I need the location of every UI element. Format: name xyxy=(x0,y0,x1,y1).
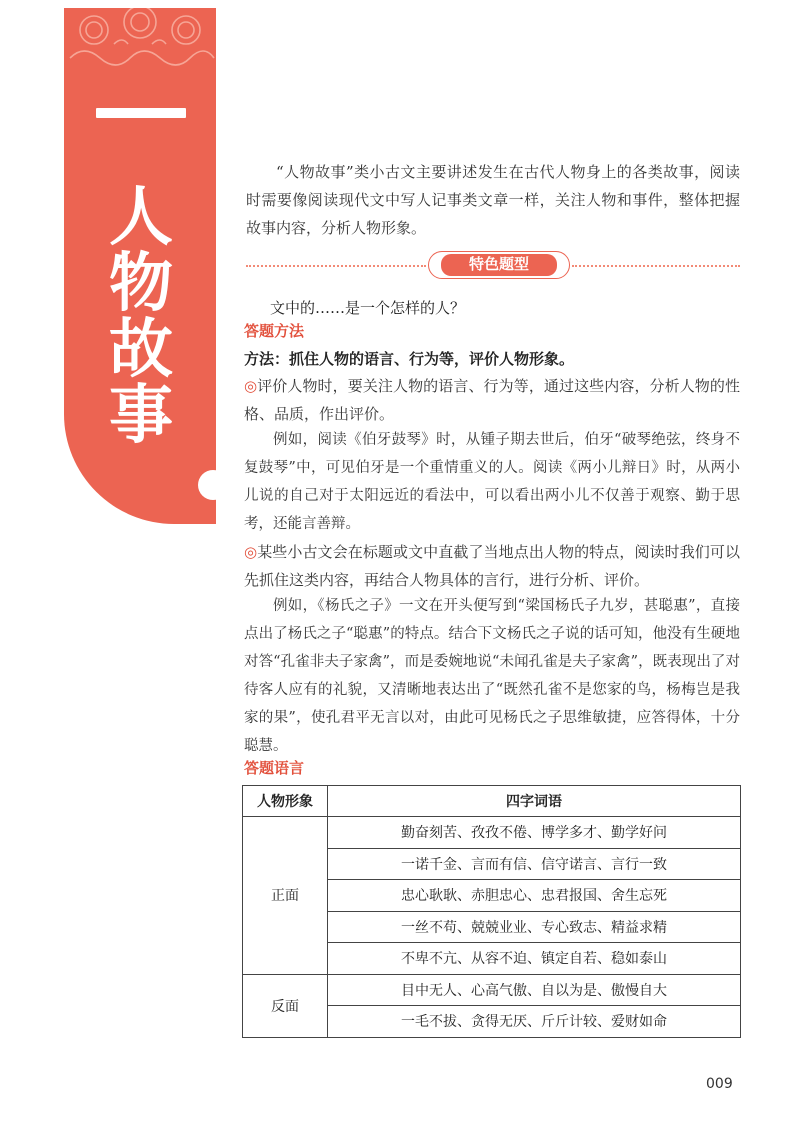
table-cell: 不卑不亢、从容不迫、镇定自若、稳如泰山 xyxy=(328,943,741,975)
table-cell: 一毛不拔、贪得无厌、斤斤计较、爱财如命 xyxy=(328,1006,741,1038)
chapter-title xyxy=(96,181,186,453)
chapter-title-char: 事 xyxy=(109,379,173,453)
category-cell: 正面 xyxy=(243,817,328,975)
table-cell: 勤奋刻苦、孜孜不倦、博学多才、勤学好问 xyxy=(328,817,741,849)
table-header-row xyxy=(243,786,741,817)
section-pill-label: 特色题型 xyxy=(441,254,557,276)
dotted-divider-left xyxy=(246,265,426,267)
cloud-pattern-ornament xyxy=(64,8,216,78)
table-cell: 忠心耿耿、赤胆忠心、忠君报国、舍生忘死 xyxy=(328,880,741,912)
intro-paragraph: “人物故事”类小古文主要讲述发生在古代人物身上的各类故事，阅读时需要像阅读现代文中写人记事类文章一样，关注人物和事件，整体把握故事内容，分析人物形象。 xyxy=(246,163,740,237)
bullet-paragraph-2 xyxy=(244,538,740,594)
method-heading: 答题方法 xyxy=(244,322,305,340)
table-row xyxy=(243,974,741,1006)
chapter-number xyxy=(96,108,186,118)
example-paragraph-2: 例如，《杨氏之子》一文在开头便写到“梁国杨氏子九岁，甚聪惠”，直接点出了杨氏之子“聪惠”的特点。结合下文杨氏之子说的话可知，他没有生硬地对答“孔雀非夫子家禽”，而是委婉地说“未闻孔雀是夫子家禽”，既表现出了对待客人应有的礼貌，又清晰地表达出了“既然孔雀不是您家的鸟，杨梅岂是我家的果”，使孔君平无言以对，由此可见杨氏之子思维敏捷，应答得体，十分聪慧。 xyxy=(244,598,740,754)
table-cell: 目中无人、心高气傲、自以为是、傲慢自大 xyxy=(328,974,741,1006)
chapter-title-char: 物 xyxy=(109,247,173,321)
table-header: 人物形象 xyxy=(243,786,328,817)
chapter-title-char: 人 xyxy=(109,181,173,255)
table-header: 四字词语 xyxy=(328,786,741,817)
section-pill xyxy=(428,251,570,279)
dotted-divider-right xyxy=(572,265,740,267)
bullet-icon: ◎ xyxy=(244,543,258,561)
bullet-icon: ◎ xyxy=(244,377,258,395)
banner-notch xyxy=(198,470,228,500)
terms-table xyxy=(242,785,741,1038)
question-type: 文中的……是一个怎样的人？ xyxy=(270,299,466,317)
chapter-title-char: 故 xyxy=(109,313,173,387)
table-row xyxy=(243,817,741,849)
category-cell: 反面 xyxy=(243,974,328,1037)
table-cell: 一诺千金、言而有信、信守诺言、言行一致 xyxy=(328,848,741,880)
bullet-text: 评价人物时，要关注人物的语言、行为等，通过这些内容，分析人物的性格、品质，作出评价。 xyxy=(244,377,740,423)
table-cell: 一丝不苟、兢兢业业、专心致志、精益求精 xyxy=(328,911,741,943)
language-heading: 答题语言 xyxy=(244,759,305,777)
method-line: 方法：抓住人物的语言、行为等，评价人物形象。 xyxy=(244,350,575,368)
bullet-text: 某些小古文会在标题或文中直截了当地点出人物的特点，阅读时我们可以先抓住这类内容，再结合人物具体的言行，进行分析、评价。 xyxy=(244,543,740,589)
bullet-paragraph-1 xyxy=(244,372,740,428)
example-paragraph-1: 例如，阅读《伯牙鼓琴》时，从锺子期去世后，伯牙“破琴绝弦，终身不复鼓琴”中，可见伯牙是一个重情重义的人。阅读《两小儿辩日》时，从两小儿说的自己对于太阳远近的看法中，可以看出两小儿不仅善于观察、勤于思考，还能言善辩。 xyxy=(244,432,740,532)
page-number: 009 xyxy=(706,1076,733,1092)
